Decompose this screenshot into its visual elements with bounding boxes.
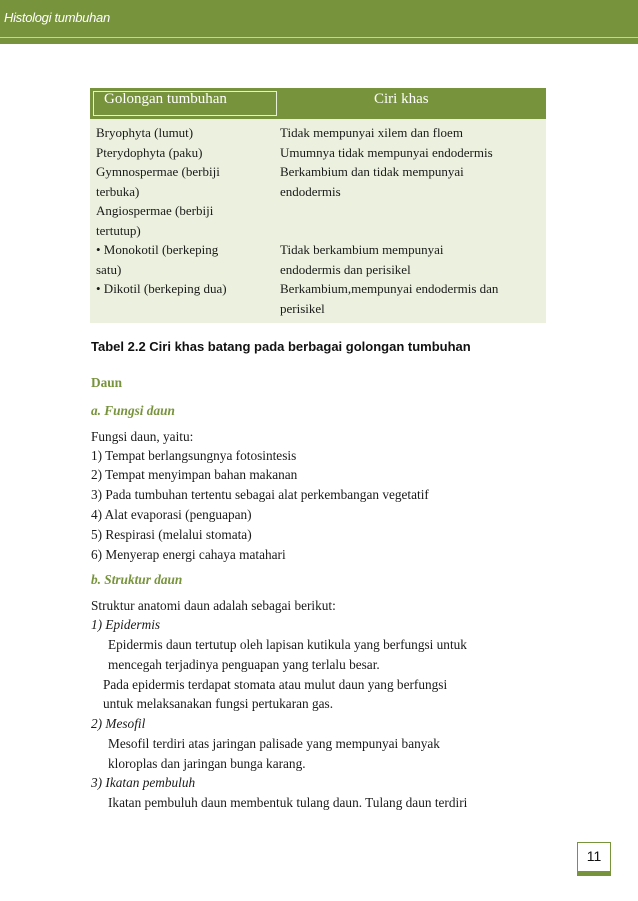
epidermis-text: Pada epidermis terdapat stomata atau mulut daun yang berfungsi bbox=[103, 677, 448, 692]
table-cell: Bryophyta (lumut) bbox=[96, 125, 194, 140]
table-cell: Berkambium,mempunyai endodermis dan bbox=[280, 281, 499, 296]
table-cell: • Monokotil (berkeping bbox=[96, 242, 219, 257]
header-title: Histologi tumbuhan bbox=[4, 10, 110, 25]
list-item: 6) Menyerap energi cahaya matahari bbox=[91, 547, 286, 562]
epidermis-title: 1) Epidermis bbox=[91, 617, 161, 632]
subheading-fungsi-daun: a. Fungsi daun bbox=[91, 403, 175, 418]
mesofil-title: 2) Mesofil bbox=[91, 716, 146, 731]
table-cell: Angiospermae (berbiji bbox=[96, 203, 214, 218]
table-cell: endodermis bbox=[280, 184, 341, 199]
page-number-bar bbox=[577, 871, 611, 876]
epidermis-text: untuk melaksanakan fungsi pertukaran gas. bbox=[103, 696, 334, 711]
list-item: 5) Respirasi (melalui stomata) bbox=[91, 527, 252, 542]
table-cell: Tidak mempunyai xilem dan floem bbox=[280, 125, 463, 140]
mesofil-text: kloroplas dan jaringan bunga karang. bbox=[108, 756, 306, 771]
page-number-box bbox=[577, 842, 611, 872]
section-heading-daun: Daun bbox=[91, 375, 123, 390]
fungsi-intro: Fungsi daun, yaitu: bbox=[91, 429, 194, 444]
struktur-intro: Struktur anatomi daun adalah sebagai berikut: bbox=[91, 598, 336, 613]
table-header bbox=[90, 88, 546, 119]
table-cell: satu) bbox=[96, 262, 122, 277]
table-body bbox=[90, 119, 546, 323]
table-cell: tertutup) bbox=[96, 223, 141, 238]
list-item: 1) Tempat berlangsungnya fotosintesis bbox=[91, 448, 297, 463]
table-header-golongan: Golongan tumbuhan bbox=[104, 91, 227, 107]
list-item: 3) Pada tumbuhan tertentu sebagai alat perkembangan vegetatif bbox=[91, 487, 429, 502]
table-cell: Tidak berkambium mempunyai bbox=[280, 242, 444, 257]
ikatan-text: Ikatan pembuluh daun membentuk tulang daun. Tulang daun terdiri bbox=[108, 795, 468, 810]
list-item: 2) Tempat menyimpan bahan makanan bbox=[91, 467, 298, 482]
table-cell: endodermis dan perisikel bbox=[280, 262, 411, 277]
table-cell: Gymnospermae (berbiji bbox=[96, 164, 220, 179]
table-cell: Umumnya tidak mempunyai endodermis bbox=[280, 145, 493, 160]
page-number: 11 bbox=[586, 848, 602, 864]
table-header-ciri: Ciri khas bbox=[374, 91, 429, 107]
table-cell: Pterydophyta (paku) bbox=[96, 145, 203, 160]
table-cell: terbuka) bbox=[96, 184, 140, 199]
subheading-struktur-daun: b. Struktur daun bbox=[91, 572, 183, 587]
header-bar bbox=[0, 0, 638, 44]
ikatan-title: 3) Ikatan pembuluh bbox=[91, 775, 196, 790]
table-caption: Tabel 2.2 Ciri khas batang pada berbagai golongan tumbuhan bbox=[91, 339, 471, 354]
table-cell: Berkambium dan tidak mempunyai bbox=[280, 164, 464, 179]
table-cell: perisikel bbox=[280, 301, 325, 316]
epidermis-text: mencegah terjadinya penguapan yang terlalu besar. bbox=[108, 657, 380, 672]
mesofil-text: Mesofil terdiri atas jaringan palisade yang mempunyai banyak bbox=[108, 736, 440, 751]
table-cell: • Dikotil (berkeping dua) bbox=[96, 281, 227, 296]
header-divider bbox=[0, 37, 638, 38]
epidermis-text: Epidermis daun tertutup oleh lapisan kutikula yang berfungsi untuk bbox=[108, 637, 467, 652]
list-item: 4) Alat evaporasi (penguapan) bbox=[91, 507, 252, 522]
